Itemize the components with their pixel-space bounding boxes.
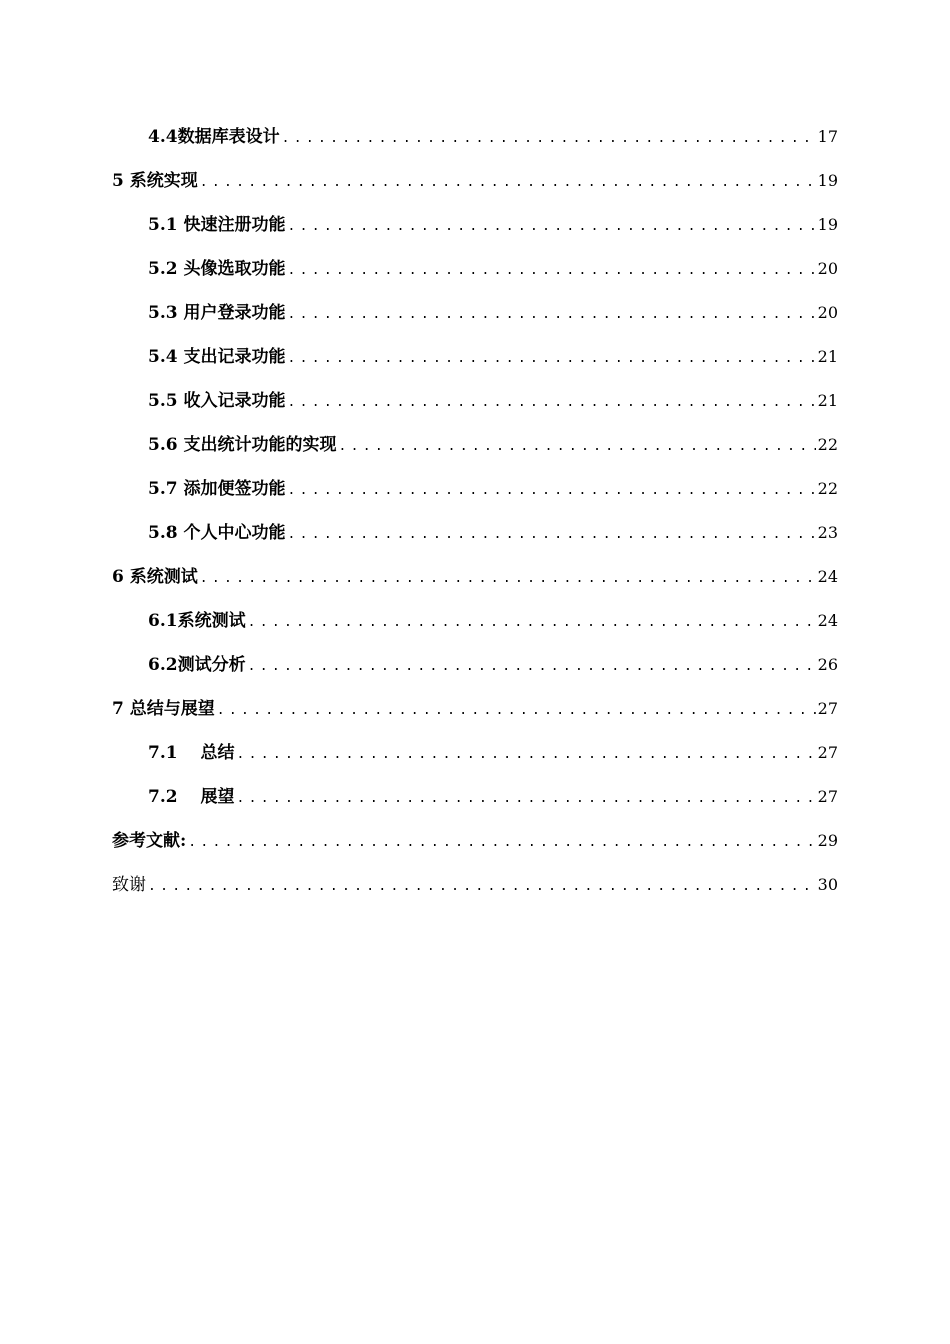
toc-dot-leader: [339, 425, 816, 469]
toc-entry-label: 5.3 用户登录功能: [148, 303, 286, 323]
toc-dot-leader: [288, 513, 816, 557]
toc-entry-label: 参考文献:: [112, 831, 187, 851]
toc-entry-label: 7.1 总结: [148, 743, 235, 763]
toc-entry-label: 5.4 支出记录功能: [148, 347, 286, 367]
toc-page-number: 19: [817, 215, 838, 234]
toc-entry-label: 7 总结与展望: [112, 699, 215, 719]
toc-dot-leader: [288, 337, 816, 381]
toc-entry-5-2[interactable]: [112, 247, 838, 291]
toc-dot-leader: [248, 645, 816, 689]
toc-entry-5-6[interactable]: [112, 423, 838, 467]
toc-entry-acknowledgements[interactable]: [112, 863, 838, 907]
toc-entry-4-4[interactable]: [112, 115, 838, 159]
toc-dot-leader: [288, 205, 816, 249]
toc-dot-leader: [288, 249, 816, 293]
toc-page-number: 24: [817, 567, 838, 586]
toc-entry-references[interactable]: [112, 819, 838, 863]
toc-entry-7-1[interactable]: [112, 731, 838, 775]
toc-entry-label: 6 系统测试: [112, 567, 198, 587]
toc-entry-5-4[interactable]: [112, 335, 838, 379]
toc-page-number: 27: [817, 787, 838, 806]
toc-dot-leader: [237, 733, 816, 777]
toc-entry-6-2[interactable]: [112, 643, 838, 687]
toc-entry-7[interactable]: [112, 687, 838, 731]
toc-page-number: 22: [817, 435, 838, 454]
toc-entry-label: 5.5 收入记录功能: [148, 391, 286, 411]
toc-entry-5-1[interactable]: [112, 203, 838, 247]
toc-entry-5[interactable]: [112, 159, 838, 203]
toc-entry-6-1[interactable]: [112, 599, 838, 643]
toc-entry-6[interactable]: [112, 555, 838, 599]
toc-page-number: 20: [817, 303, 838, 322]
toc-entry-label: 6.1系统测试: [148, 611, 246, 631]
toc-entry-5-7[interactable]: [112, 467, 838, 511]
toc-entry-label: 5.6 支出统计功能的实现: [148, 435, 337, 455]
toc-entry-label: 4.4数据库表设计: [148, 127, 280, 147]
toc-entry-label: 5.2 头像选取功能: [148, 259, 286, 279]
toc-dot-leader: [200, 557, 816, 601]
toc-page-number: 23: [817, 523, 838, 542]
toc-dot-leader: [282, 117, 816, 161]
toc-entry-label: 7.2 展望: [148, 787, 235, 807]
toc-dot-leader: [288, 293, 816, 337]
toc-entry-label: 5 系统实现: [112, 171, 198, 191]
toc-page-number: 22: [817, 479, 838, 498]
toc-dot-leader: [237, 777, 816, 821]
toc-page-number: 24: [817, 611, 838, 630]
toc-page-number: 27: [817, 699, 838, 718]
toc-page-number: 21: [817, 347, 838, 366]
toc-entry-5-5[interactable]: [112, 379, 838, 423]
toc-page-number: 19: [817, 171, 838, 190]
toc-dot-leader: [248, 601, 816, 645]
toc-dot-leader: [188, 821, 815, 865]
toc-entry-label: 5.1 快速注册功能: [148, 215, 286, 235]
toc-dot-leader: [288, 469, 816, 513]
toc-page-number: 27: [817, 743, 838, 762]
toc-page-number: 17: [817, 127, 838, 146]
toc-entry-label: 6.2测试分析: [148, 655, 246, 675]
table-of-contents: [112, 115, 838, 907]
toc-page-number: 30: [817, 875, 838, 894]
toc-page-number: 26: [817, 655, 838, 674]
toc-dot-leader: [200, 161, 816, 205]
toc-entry-5-3[interactable]: [112, 291, 838, 335]
toc-entry-7-2[interactable]: [112, 775, 838, 819]
toc-dot-leader: [148, 865, 816, 909]
toc-entry-label: 5.8 个人中心功能: [148, 523, 286, 543]
toc-page-number: 29: [817, 831, 838, 850]
toc-dot-leader: [217, 689, 816, 733]
toc-entry-5-8[interactable]: [112, 511, 838, 555]
toc-page-number: 21: [817, 391, 838, 410]
toc-entry-label: 致谢: [112, 875, 146, 895]
toc-page-number: 20: [817, 259, 838, 278]
toc-dot-leader: [288, 381, 816, 425]
toc-entry-label: 5.7 添加便签功能: [148, 479, 286, 499]
